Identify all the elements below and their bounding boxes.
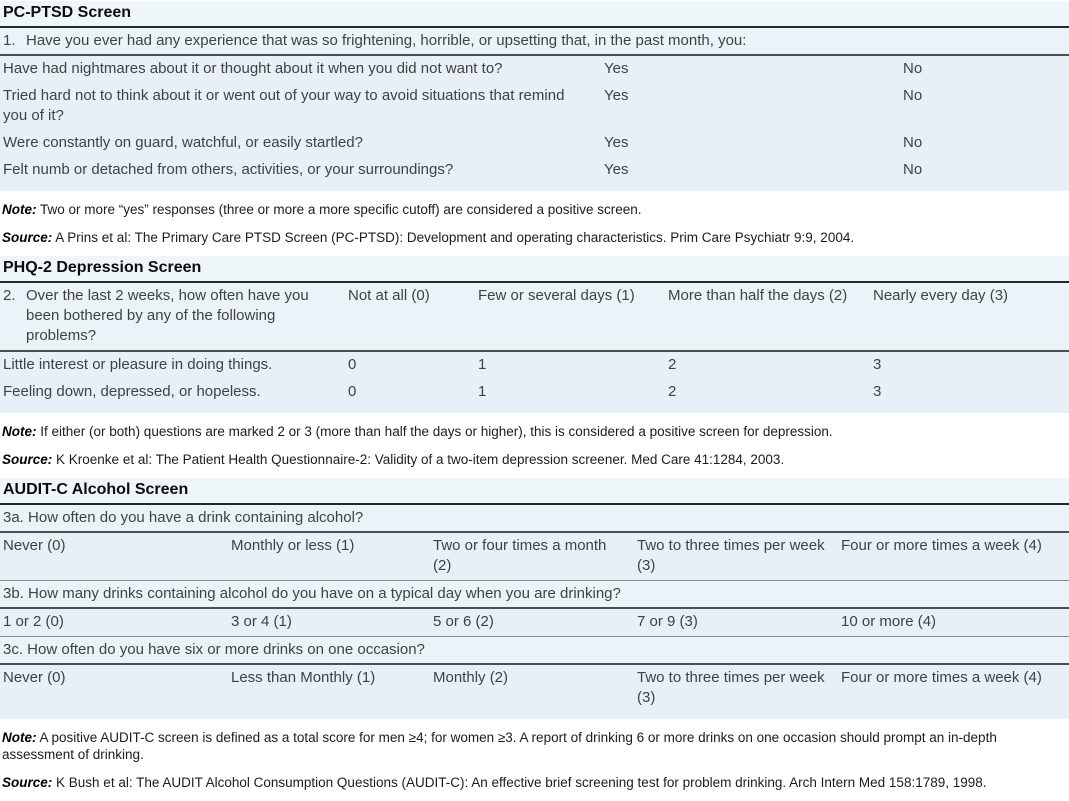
score-value: 1 — [478, 356, 487, 373]
audit-c-question-3b: 3b. How many drinks containing alcohol do you have on a typical day when you are drinking? — [0, 580, 1069, 609]
item-text: Little interest or pleasure in doing things. — [3, 356, 273, 373]
table-row — [0, 130, 1069, 157]
answer-option: Never (0) — [3, 669, 66, 686]
section-pc-ptsd — [0, 1, 1069, 256]
pc-ptsd-body — [0, 56, 1069, 191]
item-text: Felt numb or detached from others, activities, or your surroundings? — [3, 161, 454, 178]
column-header: Nearly every day (3) — [873, 287, 1009, 304]
score-value: 0 — [348, 356, 357, 373]
score-value: 2 — [668, 383, 677, 400]
source-text: K Kroenke et al: The Patient Health Questionnaire-2: Validity of a two-item depression screener. Med Care 41:1284, 2003. — [56, 452, 785, 467]
table-row — [0, 352, 1069, 379]
no-option: No — [903, 161, 923, 178]
no-option: No — [903, 134, 923, 151]
item-text: Feeling down, depressed, or hopeless. — [3, 383, 261, 400]
source-text: A Prins et al: The Primary Care PTSD Screen (PC-PTSD): Development and operating characteristics. Prim Care Psychiatr 9:9, 2004. — [55, 230, 855, 245]
table-row — [0, 157, 1069, 191]
answer-option: Less than Monthly (1) — [231, 669, 376, 686]
source-text: K Bush et al: The AUDIT Alcohol Consumption Questions (AUDIT-C): An effective brief screening test for problem drinking. Arch Intern Med 158:1789, 1998. — [56, 775, 987, 790]
answer-option: 1 or 2 (0) — [3, 613, 64, 630]
note-text: A positive AUDIT-C screen is defined as a total score for men ≥4; for women ≥3. A report of drinking 6 or more drinks on one occasion should prompt an in-depth assessment of drinking. — [2, 730, 997, 762]
section-title-phq-2: PHQ-2 Depression Screen — [0, 256, 1069, 283]
answer-option: Two or four times a month (2) — [433, 537, 607, 574]
source — [2, 774, 1065, 791]
source-label: Source: — [2, 775, 53, 790]
table-row — [0, 83, 1069, 130]
audit-c-notes — [0, 719, 1069, 801]
audit-c-options-3c — [0, 665, 1069, 719]
audit-c-question-3c: 3c. How often do you have six or more drinks on one occasion? — [0, 636, 1069, 665]
answer-option: Monthly (2) — [433, 669, 509, 686]
note-label: Note: — [2, 730, 37, 745]
phq-2-body — [0, 352, 1069, 413]
phq-2-question — [0, 283, 345, 350]
score-value: 3 — [873, 383, 882, 400]
table-row — [0, 379, 1069, 413]
note-text: Two or more “yes” responses (three or more a more specific cutoff) are considered a positive screen. — [40, 202, 642, 217]
item-text: Have had nightmares about it or thought about it when you did not want to? — [3, 60, 503, 77]
score-value: 1 — [478, 383, 487, 400]
score-value: 3 — [873, 356, 882, 373]
pc-ptsd-question-row — [0, 28, 1069, 56]
yes-option: Yes — [604, 87, 629, 104]
answer-option: Never (0) — [3, 537, 66, 554]
pc-ptsd-notes — [0, 191, 1069, 256]
yes-option: Yes — [604, 60, 629, 77]
answer-option: 7 or 9 (3) — [637, 613, 698, 630]
note-label: Note: — [2, 424, 37, 439]
audit-c-options-3a — [0, 533, 1069, 580]
section-phq-2 — [0, 256, 1069, 478]
yes-option: Yes — [604, 134, 629, 151]
no-option: No — [903, 60, 923, 77]
question-number: 1. — [3, 32, 16, 49]
source — [2, 229, 1065, 246]
section-title-pc-ptsd: PC-PTSD Screen — [0, 1, 1069, 28]
audit-c-options-3b — [0, 609, 1069, 636]
item-text: Were constantly on guard, watchful, or easily startled? — [3, 134, 363, 151]
source-label: Source: — [2, 452, 53, 467]
item-text: Tried hard not to think about it or went out of your way to avoid situations that remind you of it? — [3, 87, 565, 124]
column-header: More than half the days (2) — [668, 287, 848, 304]
question-number: 2. — [3, 287, 16, 304]
phq-2-header-row — [0, 283, 1069, 352]
source — [2, 451, 1065, 468]
yes-option: Yes — [604, 161, 629, 178]
note — [2, 423, 1065, 440]
column-header: Few or several days (1) — [478, 287, 635, 304]
question-text: Over the last 2 weeks, how often have you been bothered by any of the following problems? — [26, 287, 309, 344]
score-value: 0 — [348, 383, 357, 400]
note — [2, 201, 1065, 218]
section-audit-c — [0, 478, 1069, 801]
answer-option: 3 or 4 (1) — [231, 613, 292, 630]
answer-option: Two to three times per week (3) — [637, 669, 825, 706]
answer-option: Four or more times a week (4) — [841, 669, 1042, 686]
answer-option: Two to three times per week (3) — [637, 537, 825, 574]
answer-option: Monthly or less (1) — [231, 537, 355, 554]
audit-c-question-3a: 3a. How often do you have a drink containing alcohol? — [0, 505, 1069, 533]
table-row — [0, 56, 1069, 83]
source-label: Source: — [2, 230, 53, 245]
answer-option: 5 or 6 (2) — [433, 613, 494, 630]
answer-option: Four or more times a week (4) — [841, 537, 1042, 554]
note-label: Note: — [2, 202, 37, 217]
section-title-audit-c: AUDIT-C Alcohol Screen — [0, 478, 1069, 505]
note — [2, 729, 1065, 763]
note-text: If either (or both) questions are marked 2 or 3 (more than half the days or higher), this is considered a positive screen for depression. — [40, 424, 833, 439]
score-value: 2 — [668, 356, 677, 373]
question-text: Have you ever had any experience that was so frightening, horrible, or upsetting that, in the past month, you: — [26, 32, 747, 49]
answer-option: 10 or more (4) — [841, 613, 937, 630]
column-header: Not at all (0) — [348, 287, 430, 304]
phq-2-notes — [0, 413, 1069, 478]
no-option: No — [903, 87, 923, 104]
